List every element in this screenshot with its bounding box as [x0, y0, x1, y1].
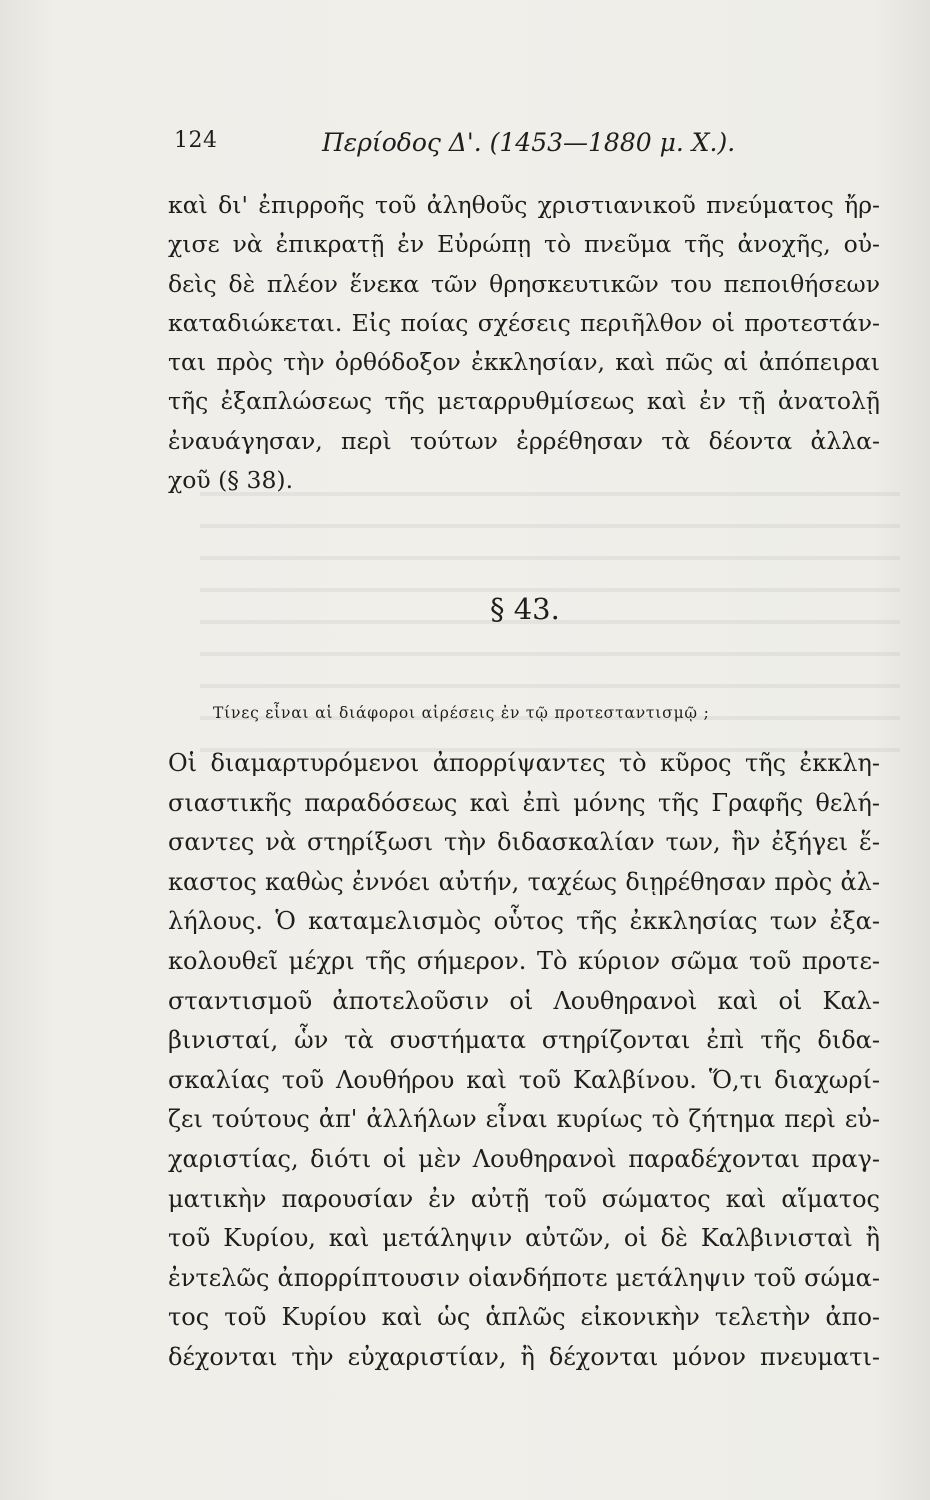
- text-line: βινισταί, ὧν τὰ συστήματα στηρίζονται ἐπὶ τῆς διδα-: [168, 1026, 880, 1055]
- text-line: τος τοῦ Κυρίου καὶ ὡς ἁπλῶς εἰκονικὴν τελετὴν ἀπο-: [168, 1303, 880, 1332]
- text-line: καταδιώκεται. Εἰς ποίας σχέσεις περιῆλθον οἱ προτεστάν-: [168, 308, 880, 337]
- running-head-title: Περίοδος Δ'. (1453—1880 μ. Χ.).: [322, 128, 736, 157]
- text-line: ται πρὸς τὴν ὀρθόδοξον ἐκκλησίαν, καὶ πῶς αἱ ἀπόπειραι: [168, 348, 880, 377]
- page-number: 124: [174, 128, 218, 153]
- text-line: Οἱ διαμαρτυρόμενοι ἀπορρίψαντες τὸ κῦρος τῆς ἐκκλη-: [168, 749, 880, 777]
- text-line: λήλους. Ὁ καταμελισμὸς οὗτος τῆς ἐκκλησίας των ἐξα-: [168, 907, 880, 936]
- text-line: ματικὴν παρουσίαν ἐν αὐτῇ τοῦ σώματος καὶ αἵματος: [168, 1184, 880, 1213]
- text-line: χαριστίας, διότι οἱ μὲν Λουθηρανοὶ παραδέχονται πραγ-: [168, 1144, 880, 1173]
- text-line: κολουθεῖ μέχρι τῆς σήμερον. Τὸ κύριον σῶμα τοῦ προτε-: [168, 946, 880, 975]
- text-line: σιαστικῆς παραδόσεως καὶ ἐπὶ μόνης τῆς Γραφῆς θελή-: [168, 788, 880, 817]
- paragraph-continuation: [168, 186, 880, 500]
- section-question: Τίνες εἶναι αἱ διάφοροι αἱρέσεις ἐν τῷ προτεσταντισμῷ ;: [213, 704, 710, 722]
- running-head: [174, 128, 794, 164]
- section-paragraph: [168, 744, 880, 1378]
- text-line: σαντες νὰ στηρίξωσι τὴν διδασκαλίαν των, ἣν ἐξήγει ἕ-: [168, 828, 880, 857]
- text-line: δέχονται τὴν εὐχαριστίαν, ἢ δέχονται μόνον πνευματι-: [168, 1342, 880, 1371]
- text-line: δεὶς δὲ πλέον ἕνεκα τῶν θρησκευτικῶν του πεποιθήσεων: [168, 269, 880, 298]
- text-line: σκαλίας τοῦ Λουθήρου καὶ τοῦ Καλβίνου. Ὅ,τι διαχωρί-: [168, 1065, 880, 1094]
- section-heading: § 43.: [490, 592, 560, 626]
- text-line: τοῦ Κυρίου, καὶ μετάληψιν αὐτῶν, οἱ δὲ Καλβινισταὶ ἢ: [168, 1224, 880, 1253]
- text-line: ἐντελῶς ἀπορρίπτουσιν οἱανδήποτε μετάληψιν τοῦ σώμα-: [168, 1263, 880, 1292]
- text-line: καὶ δι' ἐπιρροῆς τοῦ ἀληθοῦς χριστιανικοῦ πνεύματος ἤρ-: [168, 191, 880, 219]
- text-line: χοῦ (§ 38).: [168, 466, 294, 495]
- text-line: τῆς ἐξαπλώσεως τῆς μεταρρυθμίσεως καὶ ἐν τῇ ἀνατολῇ: [168, 387, 880, 416]
- text-line: σταντισμοῦ ἀποτελοῦσιν οἱ Λουθηρανοὶ καὶ οἱ Καλ-: [168, 986, 880, 1015]
- text-line: καστος καθὼς ἐννόει αὐτήν, ταχέως διῃρέθησαν πρὸς ἀλ-: [168, 867, 880, 896]
- text-line: ζει τούτους ἀπ' ἀλλήλων εἶναι κυρίως τὸ ζήτημα περὶ εὐ-: [168, 1105, 880, 1134]
- text-line: ἐναυάγησαν, περὶ τούτων ἐρρέθησαν τὰ δέοντα ἀλλα-: [168, 426, 880, 455]
- text-line: χισε νὰ ἐπικρατῇ ἐν Εὐρώπῃ τὸ πνεῦμα τῆς ἀνοχῆς, οὐ-: [168, 230, 880, 259]
